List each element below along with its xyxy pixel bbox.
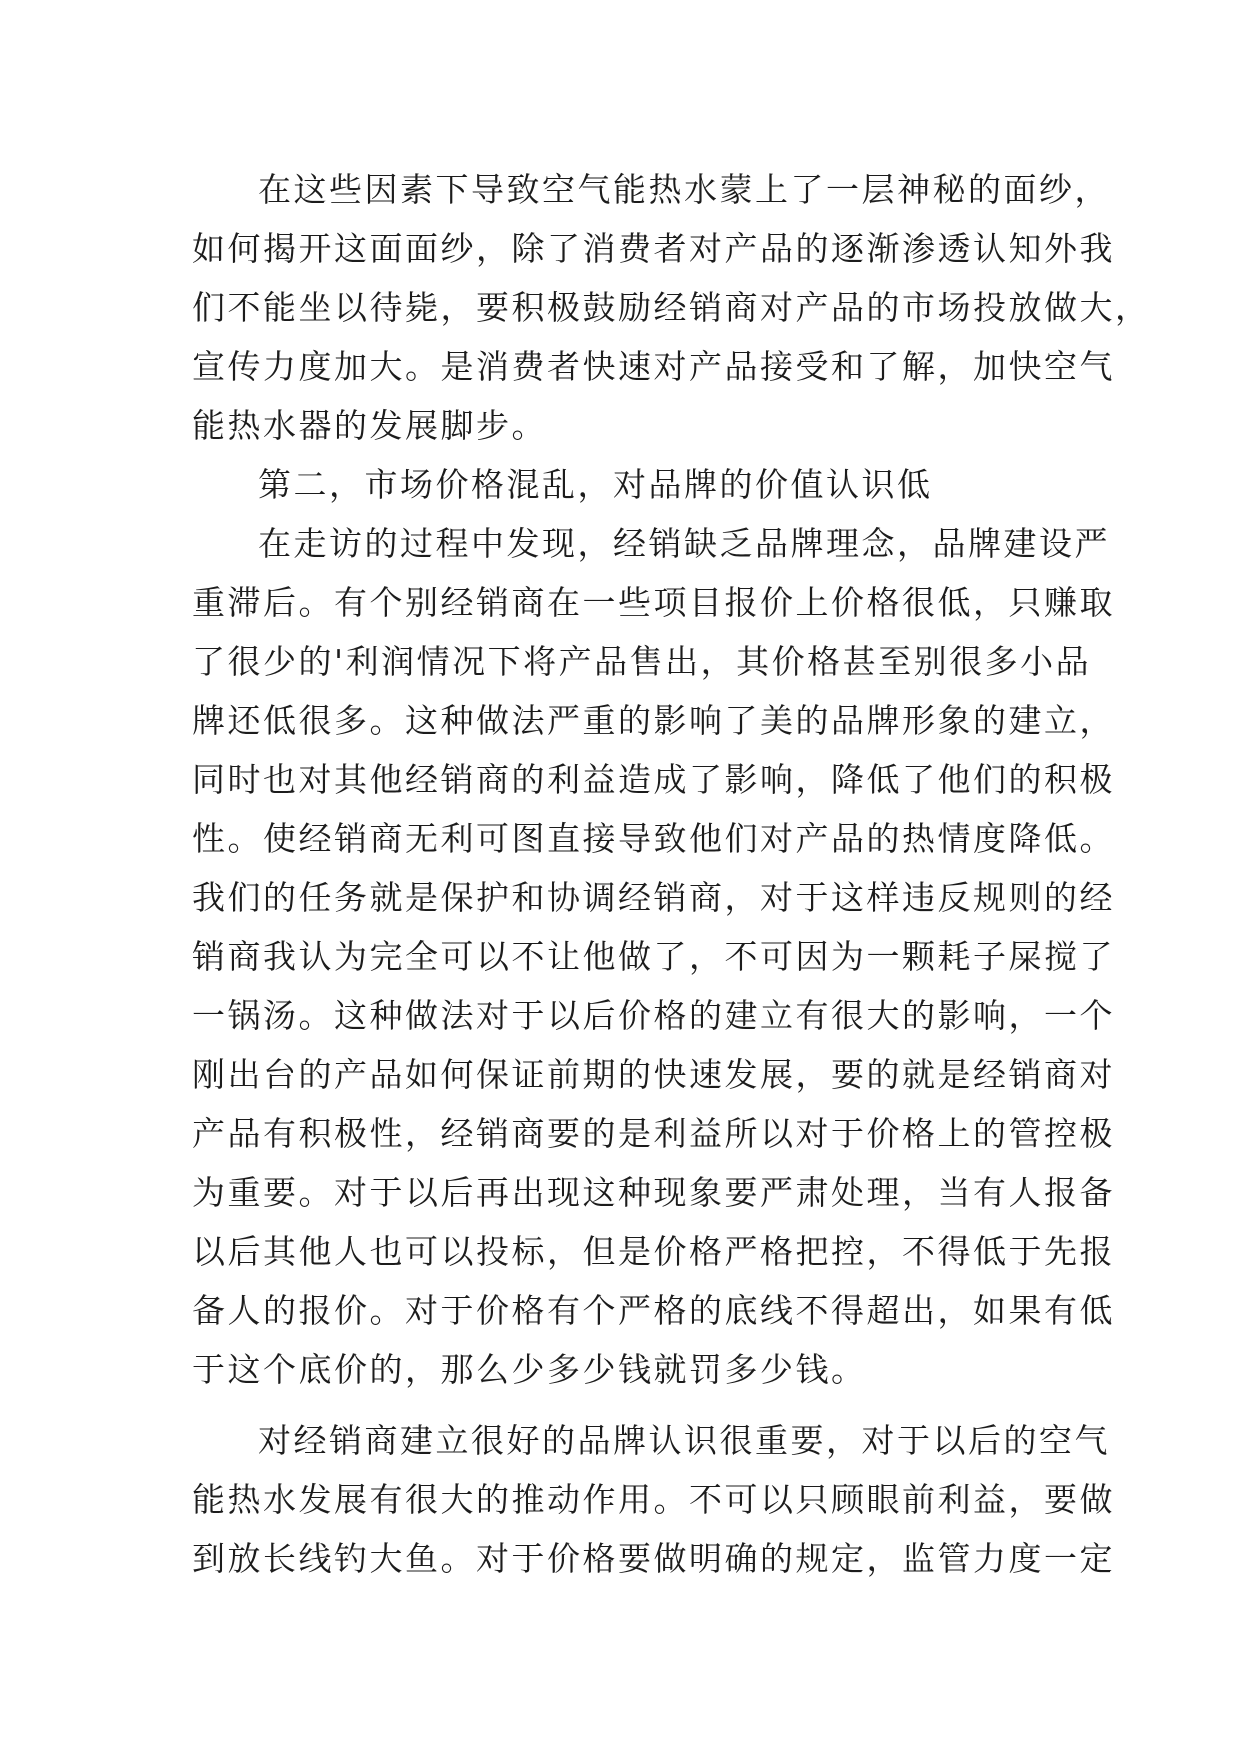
paragraph-2	[192, 514, 1115, 1399]
text-line: 在走访的过程中发现，经销缺乏品牌理念，品牌建设严	[258, 524, 1110, 563]
text-line: 销商我认为完全可以不让他做了，不可因为一颗耗子屎搅了	[192, 937, 1115, 976]
paragraph-1	[192, 160, 1151, 455]
paragraph-3	[192, 1411, 1115, 1588]
text-line: 一锅汤。这种做法对于以后价格的建立有很大的影响，一个	[192, 996, 1115, 1035]
text-line: 刚出台的产品如何保证前期的快速发展，要的就是经销商对	[192, 1055, 1115, 1094]
text-line: 们不能坐以待毙，要积极鼓励经销商对产品的市场投放做大，	[192, 288, 1151, 327]
text-line: 为重要。对于以后再出现这种现象要严肃处理，当有人报备	[192, 1173, 1115, 1212]
text-line: 在这些因素下导致空气能热水蒙上了一层神秘的面纱，	[258, 170, 1110, 209]
section-heading	[192, 455, 1092, 514]
text-line: 重滞后。有个别经销商在一些项目报价上价格很低，只赚取	[192, 583, 1115, 622]
text-line: 能热水发展有很大的推动作用。不可以只顾眼前利益，要做	[192, 1480, 1115, 1519]
text-line: 能热水器的发展脚步。	[192, 406, 547, 445]
text-line: 如何揭开这面面纱，除了消费者对产品的逐渐渗透认知外我	[192, 229, 1115, 268]
heading-line: 第二，市场价格混乱，对品牌的价值认识低	[258, 465, 933, 504]
text-line: 同时也对其他经销商的利益造成了影响，降低了他们的积极	[192, 760, 1115, 799]
text-line: 牌还低很多。这种做法严重的影响了美的品牌形象的建立，	[192, 701, 1115, 740]
text-line: 于这个底价的，那么少多少钱就罚多少钱。	[192, 1350, 867, 1389]
text-line: 备人的报价。对于价格有个严格的底线不得超出，如果有低	[192, 1291, 1115, 1330]
text-line: 我们的任务就是保护和协调经销商，对于这样违反规则的经	[192, 878, 1115, 917]
text-line: 对经销商建立很好的品牌认识很重要，对于以后的空气	[258, 1421, 1110, 1460]
text-line: 宣传力度加大。是消费者快速对产品接受和了解，加快空气	[192, 347, 1115, 386]
text-line: 以后其他人也可以投标，但是价格严格把控，不得低于先报	[192, 1232, 1115, 1271]
document-body	[192, 160, 1151, 1588]
text-line: 产品有积极性，经销商要的是利益所以对于价格上的管控极	[192, 1114, 1115, 1153]
text-line: 性。使经销商无利可图直接导致他们对产品的热情度降低。	[192, 819, 1115, 858]
text-line: 了很少的'利润情况下将产品售出，其价格甚至别很多小品	[192, 642, 1092, 681]
text-line: 到放长线钓大鱼。对于价格要做明确的规定，监管力度一定	[192, 1539, 1115, 1578]
